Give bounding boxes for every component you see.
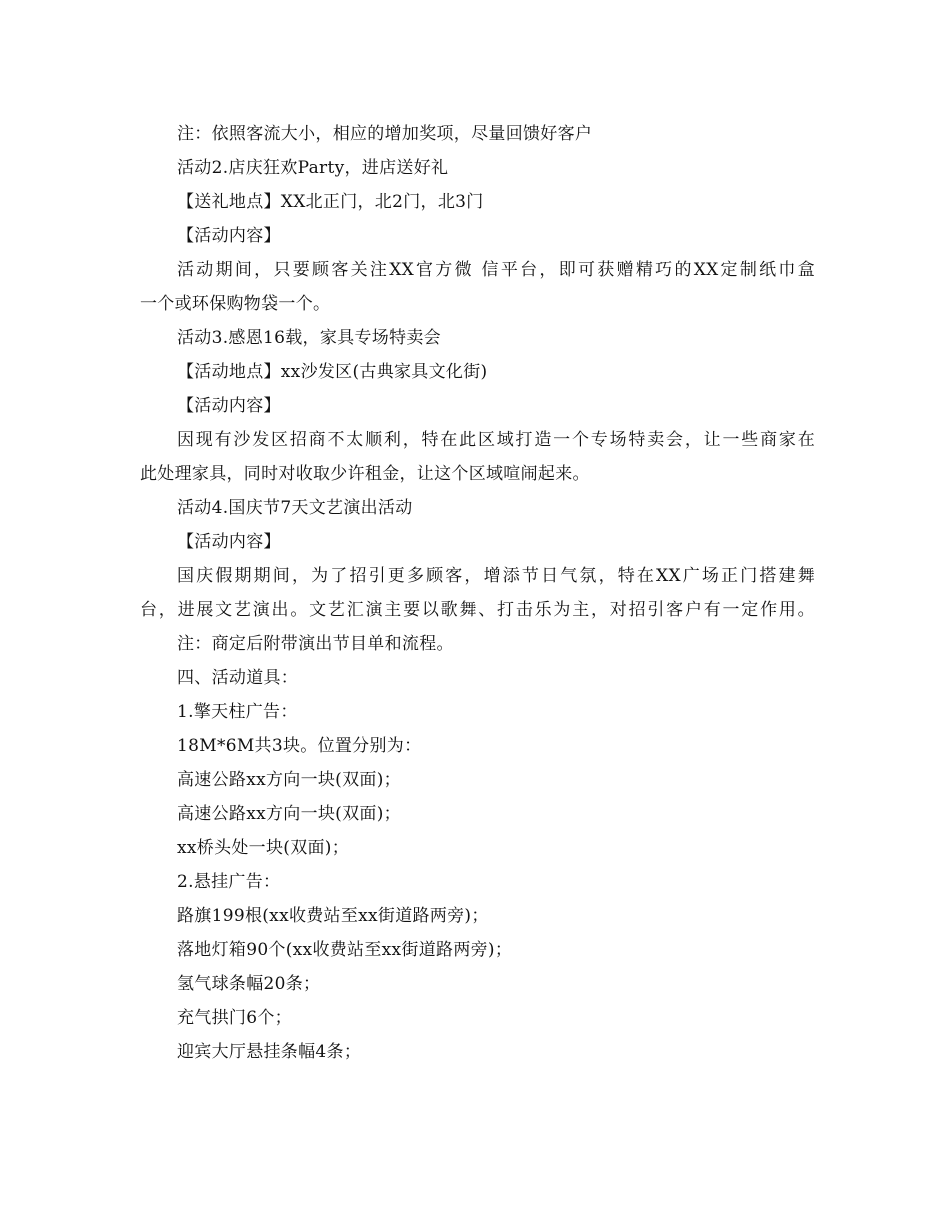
item-2-heading: 2.悬挂广告：	[177, 872, 281, 892]
paragraph-line: 一个或环保购物袋一个。	[140, 294, 331, 314]
list-item: 高速公路xx方向一块(双面)；	[177, 804, 401, 824]
item-1-heading: 1.擎天柱广告：	[177, 702, 298, 722]
list-item: 落地灯箱90个(xx收费站至xx街道路两旁)；	[177, 940, 513, 960]
list-item: 路旗199根(xx收费站至xx街道路两旁)；	[177, 906, 489, 926]
list-item: 迎宾大厅悬挂条幅4条；	[177, 1042, 362, 1062]
activity-3-heading: 活动3.感恩16载，家具专场特卖会	[177, 328, 441, 348]
list-item: 高速公路xx方向一块(双面)；	[177, 770, 401, 790]
gift-location-line: 【送礼地点】XX北正门，北2门，北3门	[177, 192, 484, 212]
note-prize-line: 注：依照客流大小，相应的增加奖项，尽量回馈好客户	[177, 124, 593, 144]
section-4-heading: 四、活动道具：	[177, 668, 299, 688]
activity-4-heading: 活动4.国庆节7天文艺演出活动	[177, 498, 413, 518]
activity-2-heading: 活动2.店庆狂欢Party，进店送好礼	[177, 158, 449, 178]
list-item: 18M*6M共3块。位置分别为：	[177, 736, 422, 756]
activity-location-line: 【活动地点】xx沙发区(古典家具文化街)	[177, 362, 488, 382]
note-program-line: 注：商定后附带演出节目单和流程。	[177, 634, 454, 654]
paragraph-line: 因现有沙发区招商不太顺利，特在此区域打造一个专场特卖会，让一些商家在	[177, 430, 815, 450]
activity-content-label: 【活动内容】	[177, 396, 281, 416]
list-item: 氢气球条幅20条；	[177, 974, 321, 994]
activity-content-label: 【活动内容】	[177, 532, 281, 552]
paragraph-line: 此处理家具，同时对收取少许租金，让这个区域喧闹起来。	[140, 464, 590, 484]
list-item: 充气拱门6个；	[177, 1008, 292, 1028]
activity-content-label: 【活动内容】	[177, 226, 281, 246]
list-item: xx桥头处一块(双面)；	[177, 838, 350, 858]
paragraph-line: 活动期间，只要顾客关注XX官方微 信平台，即可获赠精巧的XX定制纸巾盒	[177, 260, 815, 280]
paragraph-line: 国庆假期期间，为了招引更多顾客，增添节日气氛，特在XX广场正门搭建舞	[177, 566, 815, 586]
paragraph-line: 台，进展文艺演出。文艺汇演主要以歌舞、打击乐为主，对招引客户有一定作用。	[140, 600, 815, 620]
